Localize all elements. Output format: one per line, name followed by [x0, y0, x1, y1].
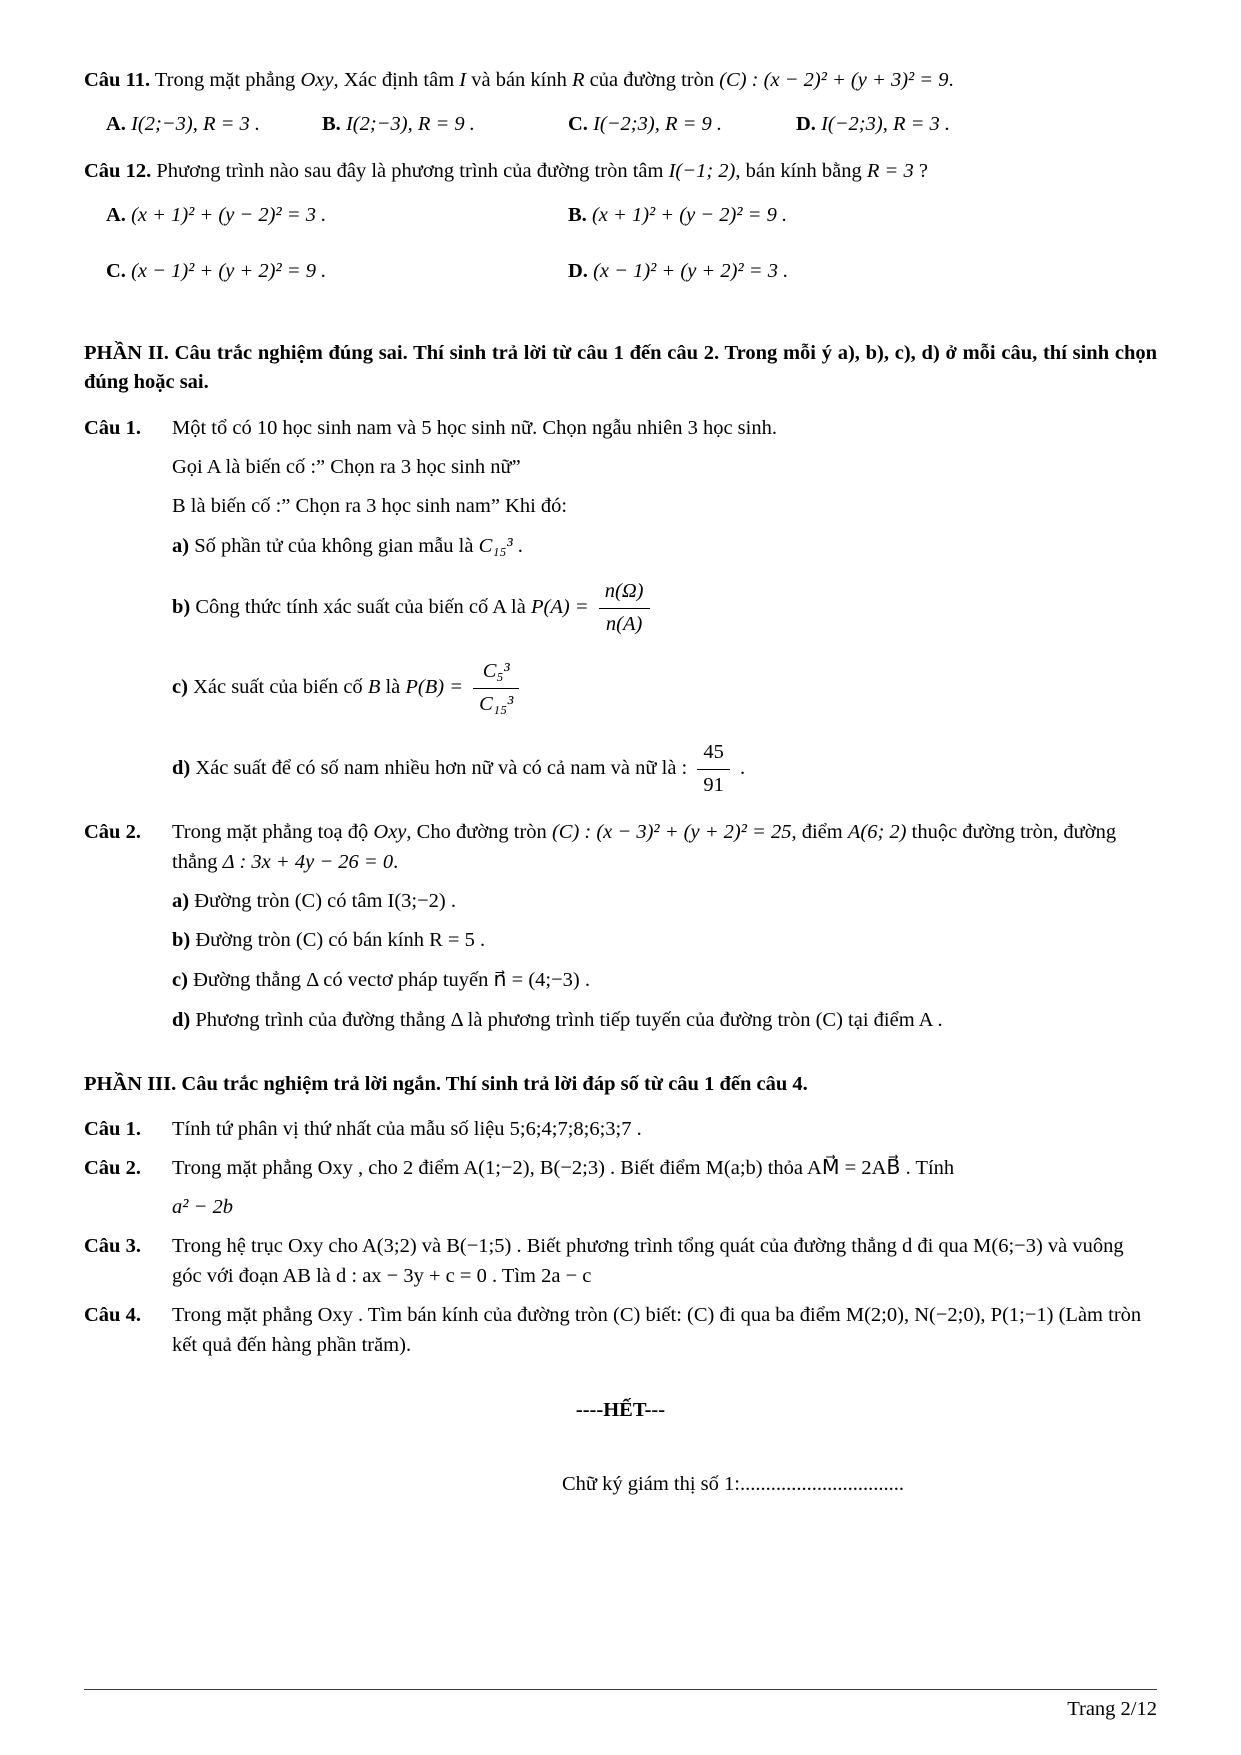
option-text: (x − 1)² + (y + 2)² = 3 . [593, 259, 789, 282]
part3-question-2-expression: a² − 2b [172, 1195, 233, 1218]
text-run: . [948, 69, 954, 91]
text-run: . [517, 535, 523, 558]
item-letter: a) [172, 535, 190, 558]
math-run: P(B) = [405, 676, 464, 699]
question-12-option-b [568, 201, 1157, 231]
math-run: I(−1; 2) [668, 160, 736, 183]
text-run: Trong mặt phẳng [154, 69, 296, 91]
text-run: và bán kính [471, 69, 567, 91]
fraction [599, 577, 650, 639]
math-run: (C) : (x − 2)² + (y + 3)² = 9 [719, 69, 949, 91]
item-text: Đường tròn (C) có tâm I(3;−2) . [194, 889, 457, 912]
option-letter: D. [568, 259, 588, 282]
part2-question-1-item-d [172, 738, 1157, 800]
fraction [473, 657, 519, 719]
part3-question-3 [84, 1232, 1157, 1291]
option-letter: B. [568, 204, 587, 227]
option-text: (x + 1)² + (y − 2)² = 9 . [591, 204, 788, 227]
part2-question-1-item-b [172, 577, 1157, 639]
math-run: A(6; 2) [847, 821, 907, 844]
text-run: Trong mặt phẳng toạ độ [172, 821, 369, 844]
option-text: I(2;−3), R = 9 . [345, 112, 475, 135]
question-text: Trong mặt phẳng Oxy . Tìm bán kính của đường tròn (C) biết: (C) đi qua ba điểm M(2;0), N(−2;0), P(1;−1) (Làm tròn kết quả đến hàng phần trăm). [172, 1303, 1142, 1356]
item-letter: d) [172, 1008, 191, 1031]
fraction-numerator: 45 [697, 738, 730, 770]
item-letter: d) [172, 756, 191, 779]
part3-question-1 [84, 1115, 1157, 1145]
part2-question-1-item-a [172, 532, 1157, 562]
math-run: Oxy [300, 69, 334, 91]
question-number: Câu 2. [84, 1156, 141, 1179]
option-letter: D. [796, 112, 816, 135]
math-run: (C) : (x − 3)² + (y + 2)² = 25 [551, 821, 792, 844]
question-text [172, 818, 1157, 877]
question-number: Câu 1. [84, 417, 141, 440]
part2-question-1-event-a: Gọi A là biến cố :” Chọn ra 3 học sinh nữ” [172, 455, 521, 478]
question-12-stem [84, 157, 1157, 187]
question-11-number: Câu 11. [84, 69, 151, 91]
question-number: Câu 1. [84, 1118, 141, 1141]
text-run: là [385, 676, 401, 699]
question-12-option-d [568, 257, 1157, 287]
item-letter: b) [172, 595, 191, 618]
fraction-denominator: n(A) [605, 612, 643, 635]
part3-question-4 [84, 1301, 1157, 1360]
question-number: Câu 4. [84, 1303, 141, 1326]
question-text: Trong mặt phẳng Oxy , cho 2 điểm A(1;−2), B(−2;3) . Biết điểm M(a;b) thỏa AM⃗ = 2AB⃗ . Tính [172, 1156, 955, 1179]
question-11-option-a [106, 110, 322, 140]
proctor-signature-line: Chữ ký giám thị số 1:................................ [562, 1473, 904, 1495]
part3-question-2 [84, 1154, 1157, 1184]
fraction [697, 738, 730, 800]
part2-question-2-item-a [172, 887, 1157, 917]
item-letter: b) [172, 929, 191, 952]
item-letter: a) [172, 889, 190, 912]
option-letter: B. [322, 112, 341, 135]
text-run: , Xác định tâm [333, 69, 455, 91]
fraction-denominator: 91 [703, 773, 724, 796]
text-run: . [740, 756, 746, 779]
part2-question-1-item-c [172, 657, 1157, 719]
math-run: R = 3 [866, 160, 914, 183]
option-text: (x − 1)² + (y + 2)² = 9 . [131, 259, 327, 282]
question-12-option-c [106, 257, 568, 287]
footer-rule [84, 1689, 1157, 1690]
item-text: Đường tròn (C) có bán kính R = 5 . [195, 929, 486, 952]
question-11-option-d [796, 110, 950, 140]
text-run: , Cho đường tròn [406, 821, 547, 844]
text-run: Phương trình nào sau đây là phương trình của đường tròn tâm [156, 160, 664, 183]
part2-question-1-stem [84, 414, 1157, 444]
math-run: Δ : 3x + 4y − 26 = 0 [222, 850, 394, 873]
option-text: (x + 1)² + (y − 2)² = 3 . [131, 204, 327, 227]
text-run: Công thức tính xác suất của biến cố A là [195, 595, 526, 618]
option-text: I(−2;3), R = 9 . [593, 112, 723, 135]
text-run: , điểm [791, 821, 843, 844]
text-run: , bán kính bằng [735, 160, 862, 183]
question-12-option-a [106, 201, 568, 231]
question-11-stem [84, 66, 1157, 96]
text-run: thuộc đường tròn, đường thẳng [172, 821, 1117, 873]
text-run: Xác suất của biến cố [193, 676, 363, 699]
item-letter: c) [172, 969, 188, 992]
option-letter: A. [106, 204, 126, 227]
question-12-options [84, 201, 1157, 286]
text-run: của đường tròn [589, 69, 715, 91]
question-11-option-b [322, 110, 568, 140]
question-number: Câu 3. [84, 1235, 141, 1258]
option-letter: C. [568, 112, 588, 135]
question-12-number: Câu 12. [84, 160, 152, 183]
fraction-numerator: n(Ω) [599, 577, 650, 609]
option-letter: C. [106, 259, 126, 282]
page-number: Trang 2/12 [1067, 1698, 1157, 1721]
part2-question-2-item-c [172, 966, 1157, 996]
option-text: I(−2;3), R = 3 . [821, 112, 951, 135]
question-11-option-c [568, 110, 796, 140]
option-text: I(2;−3), R = 3 . [131, 112, 261, 135]
text-run: Số phần tử của không gian mẫu là [194, 535, 474, 558]
item-text: Phương trình của đường thẳng Δ là phương trình tiếp tuyến của đường tròn (C) tại điểm A . [195, 1008, 943, 1031]
math-run: C₁₅³ [478, 535, 513, 558]
question-number: Câu 2. [84, 821, 141, 844]
option-letter: A. [106, 112, 126, 135]
part2-question-2-item-d [172, 1006, 1157, 1036]
question-11-options [84, 110, 1157, 140]
math-run: B [367, 676, 381, 699]
part2-question-1-event-b: B là biến cố :” Chọn ra 3 học sinh nam” Khi đó: [172, 495, 568, 518]
math-run: I [459, 69, 467, 91]
math-run: P(A) = [530, 595, 589, 618]
part2-question-2-item-b [172, 926, 1157, 956]
fraction-numerator: C₅³ [473, 657, 519, 689]
part3-heading: PHẦN III. Câu trắc nghiệm trả lời ngắn. Thí sinh trả lời đáp số từ câu 1 đến câu 4. [84, 1072, 808, 1095]
text-run: ? [918, 160, 928, 183]
part2-heading: PHẦN II. Câu trắc nghiệm đúng sai. Thí sinh trả lời từ câu 1 đến câu 2. Trong mỗi ý a), b), c), d) ở mỗi câu, thí sinh chọn đúng hoặc sai. [84, 341, 1157, 394]
math-run: Oxy [373, 821, 407, 844]
math-run: R [572, 69, 585, 91]
item-letter: c) [172, 676, 188, 699]
end-mark: ----HẾT--- [575, 1399, 666, 1422]
part2-question-2-stem [84, 818, 1157, 877]
question-text: Tính tứ phân vị thứ nhất của mẫu số liệu 5;6;4;7;8;6;3;7 . [172, 1118, 642, 1141]
text-run: . [393, 850, 399, 873]
text-run: Xác suất để có số nam nhiều hơn nữ và có cả nam và nữ là : [195, 756, 688, 779]
question-text: Trong hệ trục Oxy cho A(3;2) và B(−1;5) . Biết phương trình tổng quát của đường thẳng d đi qua M(6;−3) và vuông góc với đoạn AB là d : ax − 3y + c = 0 . Tìm 2a − c [172, 1235, 1124, 1288]
fraction-denominator: C₁₅³ [479, 693, 514, 716]
page-footer [84, 1689, 1157, 1725]
question-text: Một tổ có 10 học sinh nam và 5 học sinh nữ. Chọn ngẫu nhiên 3 học sinh. [172, 417, 777, 440]
item-text: Đường thẳng Δ có vectơ pháp tuyến n⃗ = (4;−3) . [193, 969, 590, 992]
